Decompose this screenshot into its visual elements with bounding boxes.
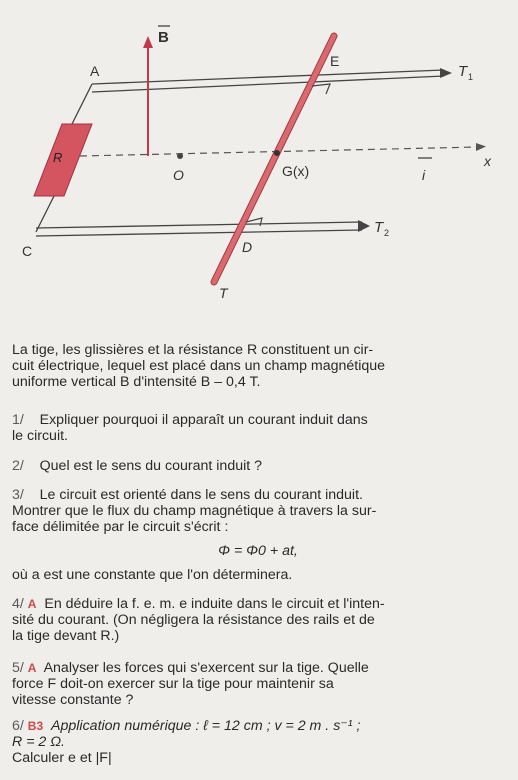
q3-formula: Φ = Φ0 + at,	[218, 543, 298, 559]
circuit-figure	[0, 0, 518, 335]
label-t2: T	[374, 219, 384, 236]
question-1	[12, 412, 504, 444]
label-i: i	[422, 167, 426, 183]
intro-line-3: uniforme vertical B d'intensité B – 0,4 T.	[12, 374, 261, 390]
question-4	[12, 596, 504, 644]
q5-number: 5/	[12, 660, 24, 676]
q4-number: 4/	[12, 596, 24, 612]
label-t: T	[219, 285, 228, 301]
b-field-arrowhead	[143, 36, 153, 48]
label-g: G(x)	[282, 163, 310, 179]
q3-line-4: où a est une constante que l'on déterminera.	[12, 567, 293, 583]
q4-line-1: En déduire la f. e. m. e induite dans le circuit et l'inten-	[44, 596, 385, 612]
label-c: C	[22, 243, 33, 259]
intro-line-2: cuit électrique, lequel est placé dans un champ magnétique	[12, 358, 386, 374]
q5-line-1: Analyser les forces qui s'exercent sur la tige. Quelle	[43, 660, 369, 676]
q1-number: 1/	[12, 412, 24, 428]
wire-top-left	[72, 84, 92, 124]
q5-line-2: force F doit-on exercer sur la tige pour maintenir sa	[12, 676, 334, 692]
label-t1-sub: 1	[468, 72, 474, 82]
q3-number: 3/	[12, 487, 24, 503]
rod	[214, 36, 334, 282]
q4-line-3: la tige devant R.)	[12, 628, 120, 644]
q2-number: 2/	[12, 458, 24, 474]
label-r: R	[53, 150, 63, 165]
question-3	[12, 487, 504, 583]
q1-line-2: le circuit.	[12, 428, 68, 444]
wire-bottom-left	[36, 192, 56, 232]
q6-line-3: Calculer e et |F|	[12, 750, 112, 766]
q6-line-2: R = 2 Ω.	[12, 734, 65, 750]
question-2	[12, 458, 504, 474]
q5-line-3: vitesse constante ?	[12, 692, 134, 708]
label-e: E	[330, 53, 340, 69]
label-a: A	[90, 63, 100, 79]
q5-mark: A	[27, 661, 37, 675]
q6-number: 6/	[12, 718, 24, 734]
rail-t2	[36, 220, 370, 236]
label-o: O	[173, 167, 184, 183]
g-point	[274, 150, 280, 156]
q4-mark: A	[27, 597, 37, 611]
intro-line-1: La tige, les glissières et la résistance R constituent un cir-	[12, 342, 374, 358]
label-t1: T	[458, 63, 468, 80]
question-6	[12, 718, 504, 766]
label-x: x	[484, 153, 491, 169]
q6-mark: B3	[27, 719, 44, 733]
q4-line-2: sité du courant. (On négligera la résistance des rails et de	[12, 612, 375, 628]
right-angle-top	[312, 84, 330, 94]
question-5	[12, 660, 504, 708]
label-d: D	[242, 239, 253, 255]
x-axis-arrow	[476, 143, 486, 151]
q2-line-1: Quel est le sens du courant induit ?	[39, 458, 263, 474]
q3-line-3: face délimitée par le circuit s'écrit :	[12, 519, 229, 535]
intro-paragraph	[12, 342, 504, 390]
label-b: B	[158, 29, 169, 46]
label-t2-sub: 2	[384, 228, 390, 238]
rail-t1	[92, 68, 452, 92]
q3-line-2: Montrer que le flux du champ magnétique à travers la sur-	[12, 503, 377, 519]
q1-line-1: Expliquer pourquoi il apparaît un courant induit dans	[39, 412, 368, 428]
resistor-r	[34, 124, 92, 196]
origin-point	[177, 153, 183, 159]
q6-line-1: Application numérique : ℓ = 12 cm ; v = 2 m . s⁻¹ ;	[51, 718, 361, 734]
q3-line-1: Le circuit est orienté dans le sens du courant induit.	[39, 487, 363, 503]
